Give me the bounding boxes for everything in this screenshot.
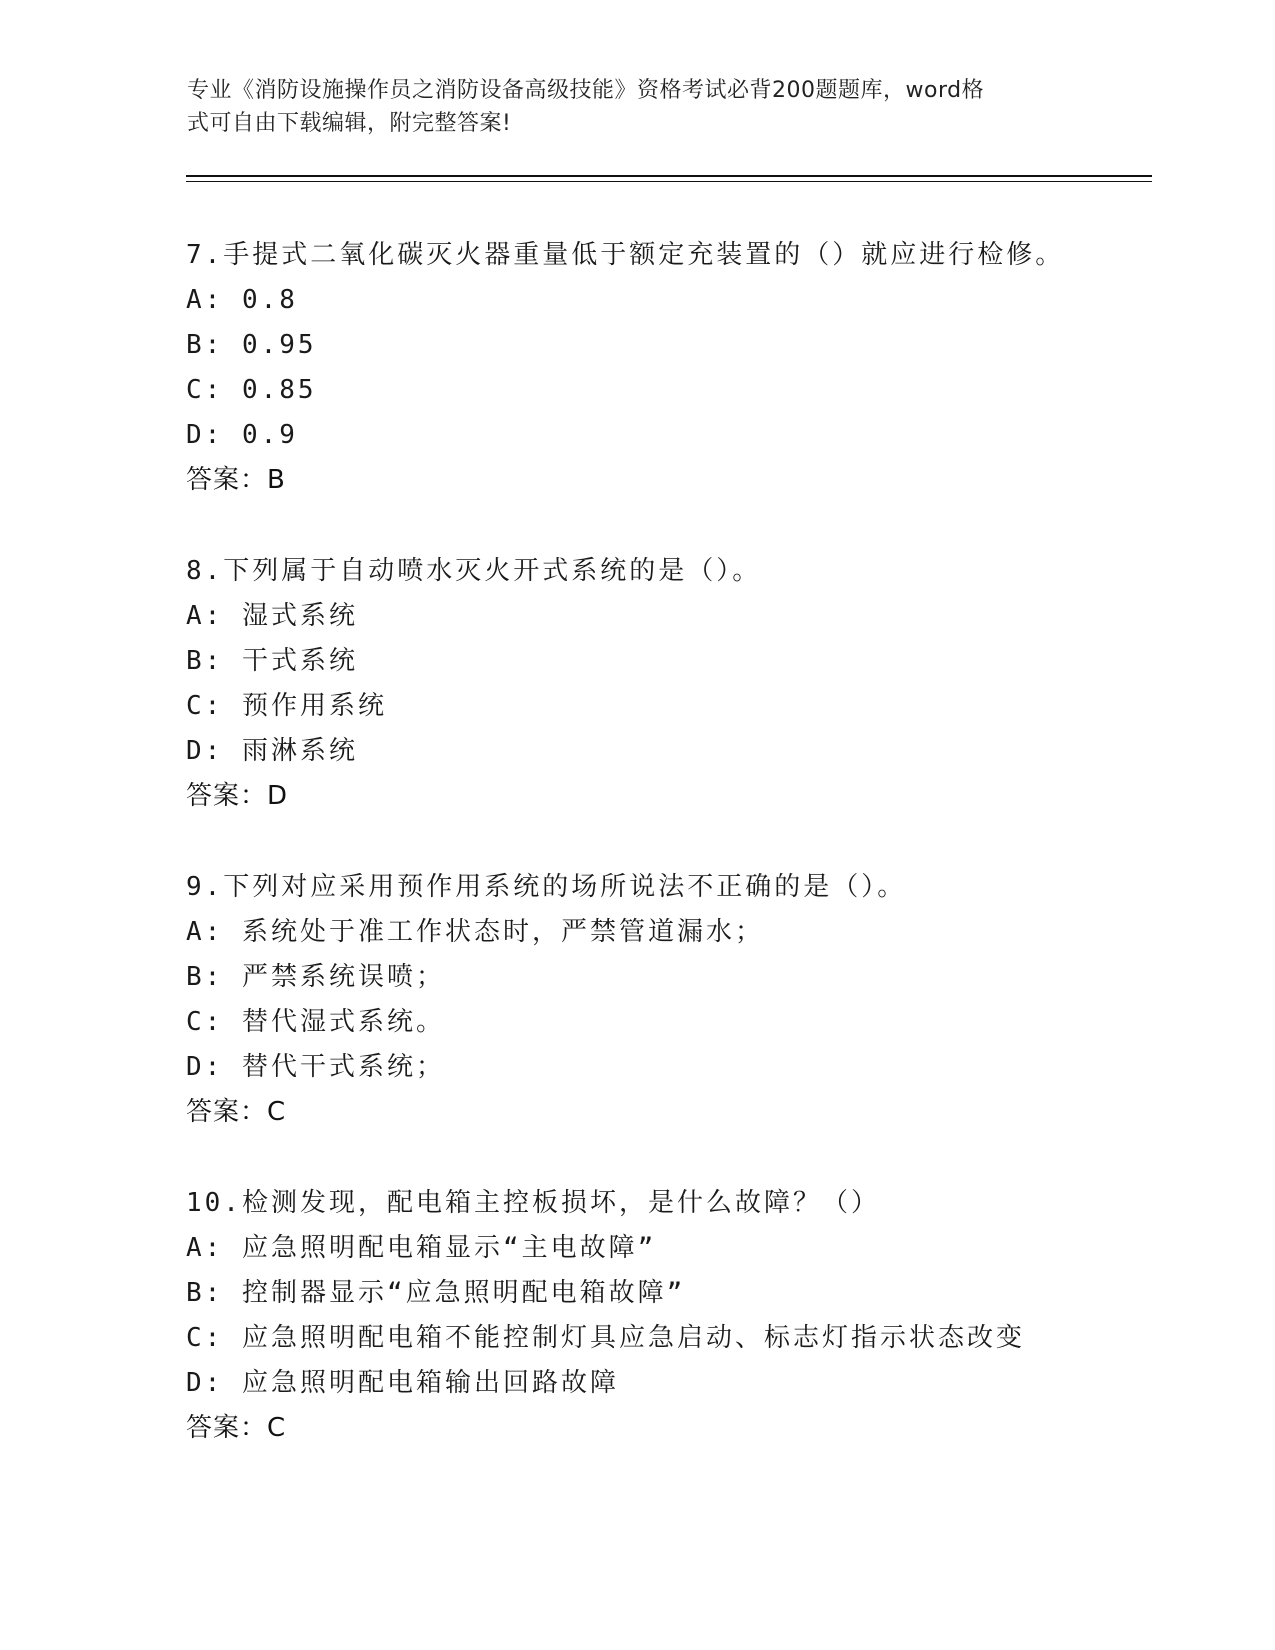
header-divider-thick: [186, 175, 1152, 177]
header-line-1: 专业《消防设施操作员之消防设备高级技能》资格考试必背200题题库，word格: [187, 78, 985, 103]
option-c: C: 替代湿式系统。: [186, 1007, 445, 1037]
question-10: [186, 1181, 1186, 1451]
option-b: B: 控制器显示“应急照明配电箱故障”: [186, 1278, 686, 1308]
option-d: D: 替代干式系统；: [186, 1052, 445, 1082]
option-d: D: 应急照明配电箱输出回路故障: [186, 1368, 619, 1398]
option-b: B: 干式系统: [186, 646, 358, 676]
document-header: [187, 74, 1067, 140]
answer-label: 答案：B: [186, 465, 286, 495]
option-a: A: 系统处于准工作状态时，严禁管道漏水；: [186, 917, 764, 947]
option-b: B: 0.95: [186, 330, 317, 360]
answer-label: 答案：C: [186, 1413, 287, 1443]
option-a: A: 湿式系统: [186, 601, 358, 631]
question-stem: 10.检测发现，配电箱主控板损坏，是什么故障？（）: [186, 1188, 880, 1218]
header-line-2: 式可自由下载编辑，附完整答案!: [187, 111, 512, 136]
question-stem: 7.手提式二氧化碳灭火器重量低于额定充装置的（）就应进行检修。: [186, 240, 1065, 270]
question-8: [186, 549, 1186, 819]
option-b: B: 严禁系统误喷；: [186, 962, 445, 992]
header-divider-thin: [186, 181, 1152, 182]
answer-label: 答案：D: [186, 781, 289, 811]
question-stem: 8.下列属于自动喷水灭火开式系统的是（）。: [186, 556, 762, 586]
question-9: [186, 865, 1186, 1135]
option-c: C: 应急照明配电箱不能控制灯具应急启动、标志灯指示状态改变: [186, 1323, 1025, 1353]
option-c: C: 预作用系统: [186, 691, 387, 721]
option-c: C: 0.85: [186, 375, 317, 405]
option-d: D: 0.9: [186, 420, 298, 450]
answer-label: 答案：C: [186, 1097, 287, 1127]
question-stem: 9.下列对应采用预作用系统的场所说法不正确的是（）。: [186, 872, 907, 902]
question-list: [186, 233, 1186, 1497]
option-a: A: 0.8: [186, 285, 298, 315]
question-7: [186, 233, 1186, 503]
option-a: A: 应急照明配电箱显示“主电故障”: [186, 1233, 657, 1263]
option-d: D: 雨淋系统: [186, 736, 358, 766]
